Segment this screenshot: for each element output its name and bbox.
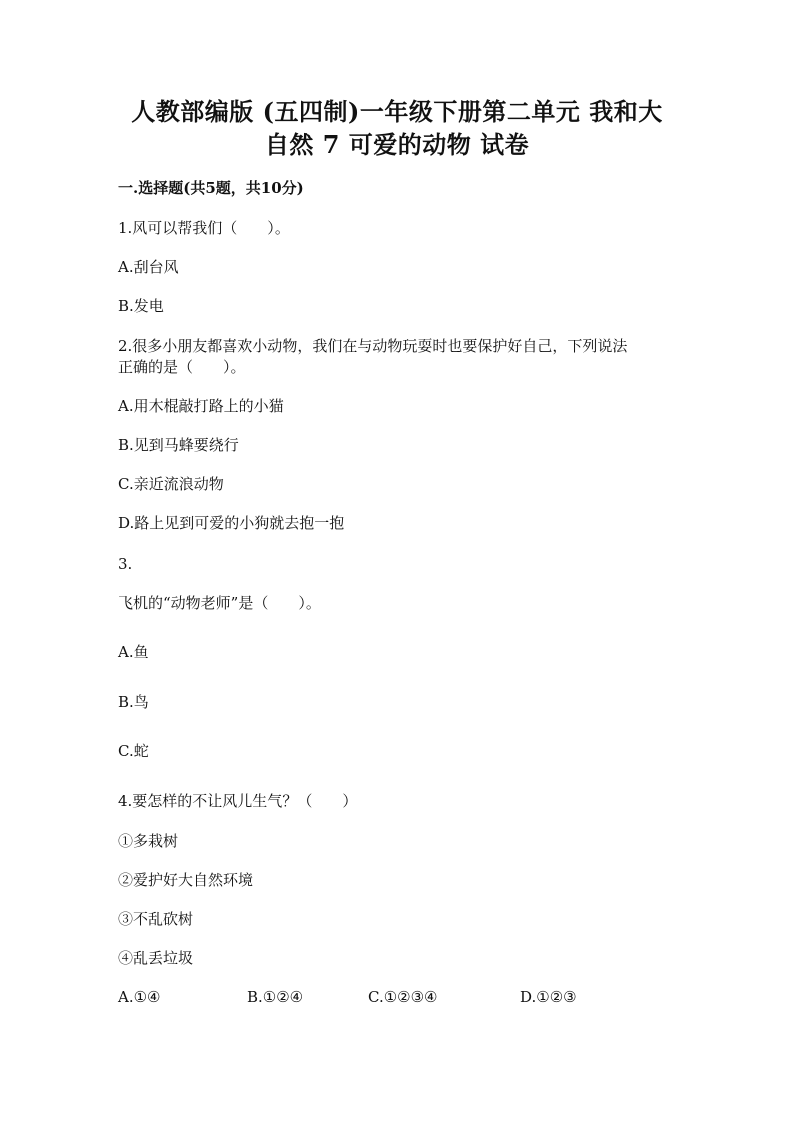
question-1-option-b: B.发电 [118,297,164,315]
question-2-option-a: A.用木棍敲打路上的小猫 [118,397,284,415]
question-4-option-b: B.①②④ [247,988,304,1006]
question-4-option-d: D.①②③ [520,988,577,1006]
question-1-stem: 1.风可以帮我们（ ）。 [118,219,290,237]
question-3-option-a: A.鱼 [118,643,149,661]
question-4-stem: 4.要怎样的不让风儿生气？（ ） [118,792,358,810]
question-3-option-c: C.蛇 [118,742,149,760]
question-1-option-a: A.刮台风 [118,258,179,276]
question-4-option-a: A.①④ [118,988,161,1006]
question-2-stem-line-2: 正确的是（ ）。 [118,358,246,376]
question-3-option-b: B.鸟 [118,693,149,711]
question-4-item-2: ②爱护好大自然环境 [118,871,254,889]
question-2-option-c: C.亲近流浪动物 [118,475,224,493]
question-3-number: 3. [118,555,133,573]
question-2-option-b: B.见到马蜂要绕行 [118,436,239,454]
question-2-option-d: D.路上见到可爱的小狗就去抱一抱 [118,514,345,532]
question-4-item-3: ③不乱砍树 [118,910,194,928]
question-2-stem-line-1: 2.很多小朋友都喜欢小动物，我们在与动物玩耍时也要保护好自己，下列说法 [118,337,628,355]
page-title-line-2: 自然 7 可爱的动物 试卷 [264,130,530,159]
question-4-item-4: ④乱丢垃圾 [118,949,194,967]
page-title-line-1: 人教部编版 (五四制)一年级下册第二单元 我和大 [131,97,663,126]
question-4-option-c: C.①②③④ [368,988,438,1006]
section-heading: 一.选择题(共5题，共10分) [118,179,304,197]
question-4-item-1: ①多栽树 [118,832,179,850]
question-3-stem: 飞机的“动物老师”是（ ）。 [118,594,321,612]
